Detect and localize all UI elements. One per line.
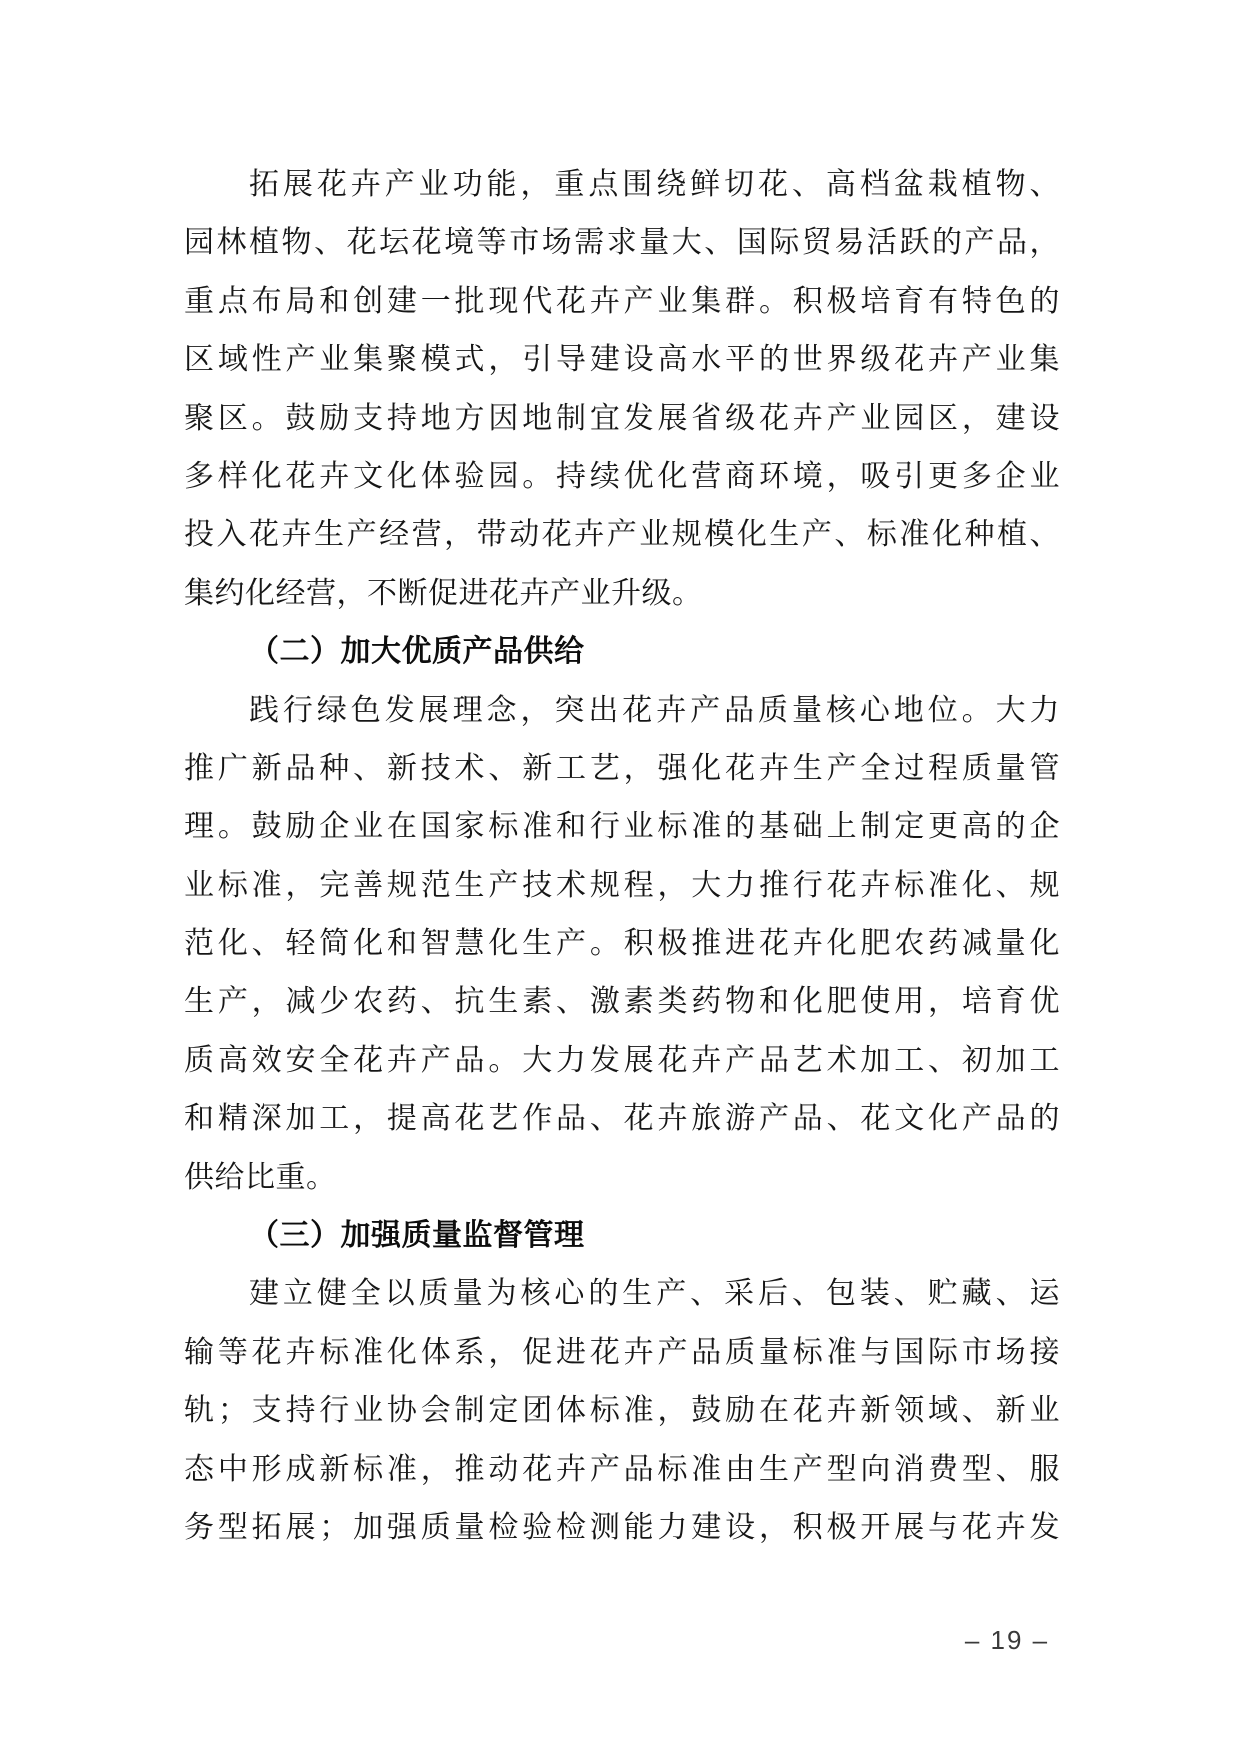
page-number: – 19 – <box>964 1625 1050 1655</box>
text-line: 和精深加工，提高花艺作品、花卉旅游产品、花文化产品的 <box>184 1102 1060 1136</box>
text-line: 轨；支持行业协会制定团体标准，鼓励在花卉新领域、新业 <box>184 1394 1060 1428</box>
text-line: 态中形成新标准，推动花卉产品标准由生产型向消费型、服 <box>184 1452 1060 1486</box>
section-heading: （二）加大优质产品供给 <box>249 635 585 669</box>
text-line: 理。鼓励企业在国家标准和行业标准的基础上制定更高的企 <box>184 810 1060 844</box>
text-line: 输等花卉标准化体系，促进花卉产品质量标准与国际市场接 <box>184 1335 1060 1369</box>
text-line: 聚区。鼓励支持地方因地制宜发展省级花卉产业园区，建设 <box>184 401 1060 435</box>
text-line: 践行绿色发展理念，突出花卉产品质量核心地位。大力 <box>249 693 1060 727</box>
text-line: 园林植物、花坛花境等市场需求量大、国际贸易活跃的产品， <box>184 226 1060 260</box>
text-line: 集约化经营，不断促进花卉产业升级。 <box>184 576 703 610</box>
text-line: 供给比重。 <box>184 1160 337 1194</box>
text-line: 建立健全以质量为核心的生产、采后、包装、贮藏、运 <box>249 1277 1060 1311</box>
text-line: 重点布局和创建一批现代花卉产业集群。积极培育有特色的 <box>184 284 1060 318</box>
text-line: 投入花卉生产经营，带动花卉产业规模化生产、标准化种植、 <box>184 518 1060 552</box>
text-line: 推广新品种、新技术、新工艺，强化花卉生产全过程质量管 <box>184 751 1060 785</box>
text-line: 业标准，完善规范生产技术规程，大力推行花卉标准化、规 <box>184 868 1060 902</box>
text-line: 务型拓展；加强质量检验检测能力建设，积极开展与花卉发 <box>184 1510 1060 1544</box>
section-heading: （三）加强质量监督管理 <box>249 1219 585 1253</box>
text-line: 区域性产业集聚模式，引导建设高水平的世界级花卉产业集 <box>184 343 1060 377</box>
document-body <box>184 156 1060 1557</box>
text-line: 多样化花卉文化体验园。持续优化营商环境，吸引更多企业 <box>184 459 1060 493</box>
text-line: 范化、轻简化和智慧化生产。积极推进花卉化肥农药减量化 <box>184 927 1060 961</box>
text-line: 生产，减少农药、抗生素、激素类药物和化肥使用，培育优 <box>184 985 1060 1019</box>
text-line: 拓展花卉产业功能，重点围绕鲜切花、高档盆栽植物、 <box>249 168 1060 201</box>
text-line: 质高效安全花卉产品。大力发展花卉产品艺术加工、初加工 <box>184 1043 1060 1077</box>
